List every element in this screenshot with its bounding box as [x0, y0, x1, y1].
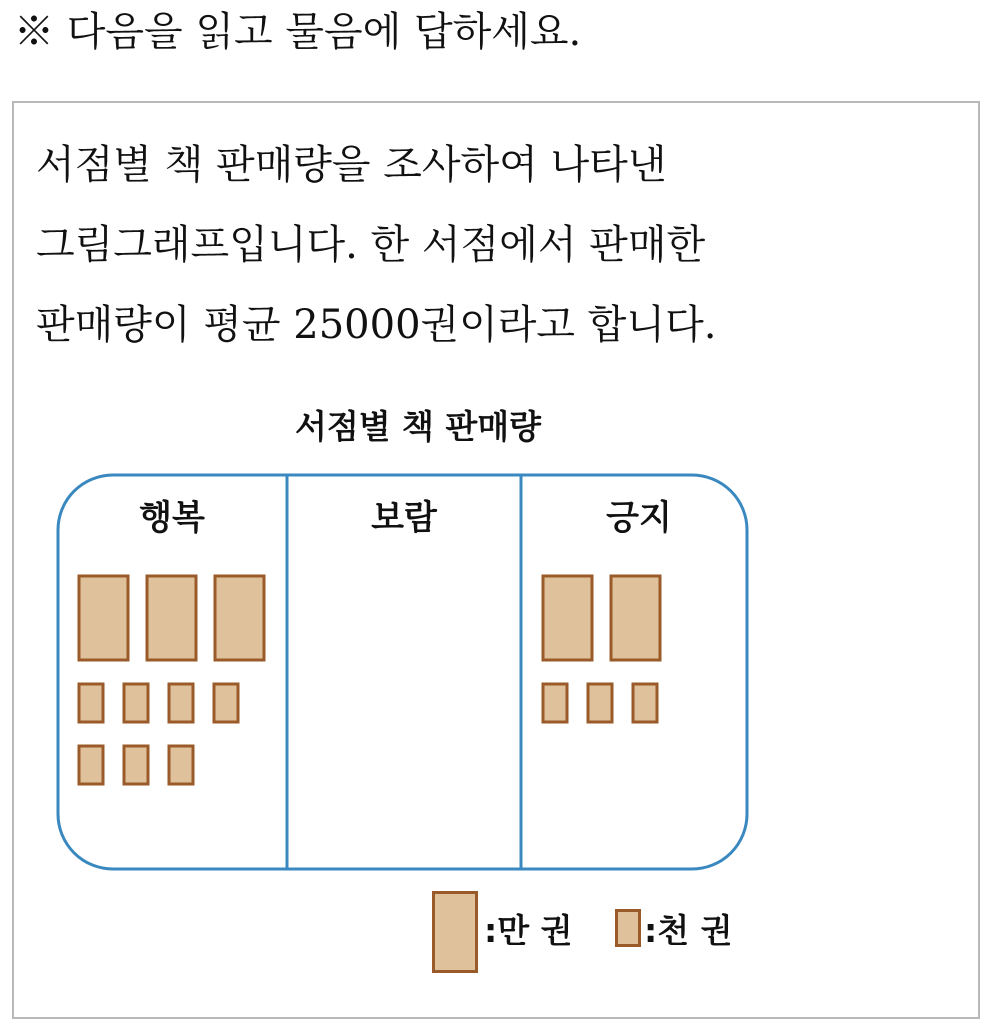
legend-ten-thousand-label: :만 권	[484, 911, 573, 950]
thousand-icon	[79, 684, 103, 722]
ten-thousand-icon	[79, 576, 128, 660]
graph-title: 서점별 책 판매량	[294, 407, 542, 446]
thousand-icon	[124, 684, 148, 722]
thousand-icon	[169, 684, 193, 722]
problem-line: 그림그래프입니다. 한 서점에서 판매한	[36, 222, 706, 268]
legend-thousand-icon	[615, 909, 641, 947]
thousand-icon	[79, 746, 103, 784]
legend	[432, 889, 832, 979]
problem-box	[12, 101, 980, 1019]
thousand-icon	[543, 684, 567, 722]
store-label: 보람	[371, 498, 437, 538]
ten-thousand-icon	[215, 576, 264, 660]
thousand-icon	[633, 684, 657, 722]
ten-thousand-icon	[147, 576, 196, 660]
store-label: 행복	[139, 498, 205, 538]
picture-graph	[14, 103, 978, 1017]
problem-line: 판매량이 평균 25000권이라고 합니다.	[36, 302, 717, 348]
store-label: 긍지	[606, 498, 672, 538]
thousand-icon	[169, 746, 193, 784]
thousand-icon	[588, 684, 612, 722]
legend-thousand-label: :천 권	[644, 911, 733, 950]
instruction-text: ※ 다음을 읽고 물음에 답하세요.	[14, 9, 582, 55]
ten-thousand-icon	[611, 576, 660, 660]
ten-thousand-icon	[543, 576, 592, 660]
problem-line: 서점별 책 판매량을 조사하여 나타낸	[36, 142, 667, 188]
legend-ten-thousand-icon	[432, 891, 478, 973]
thousand-icon	[214, 684, 238, 722]
thousand-icon	[124, 746, 148, 784]
